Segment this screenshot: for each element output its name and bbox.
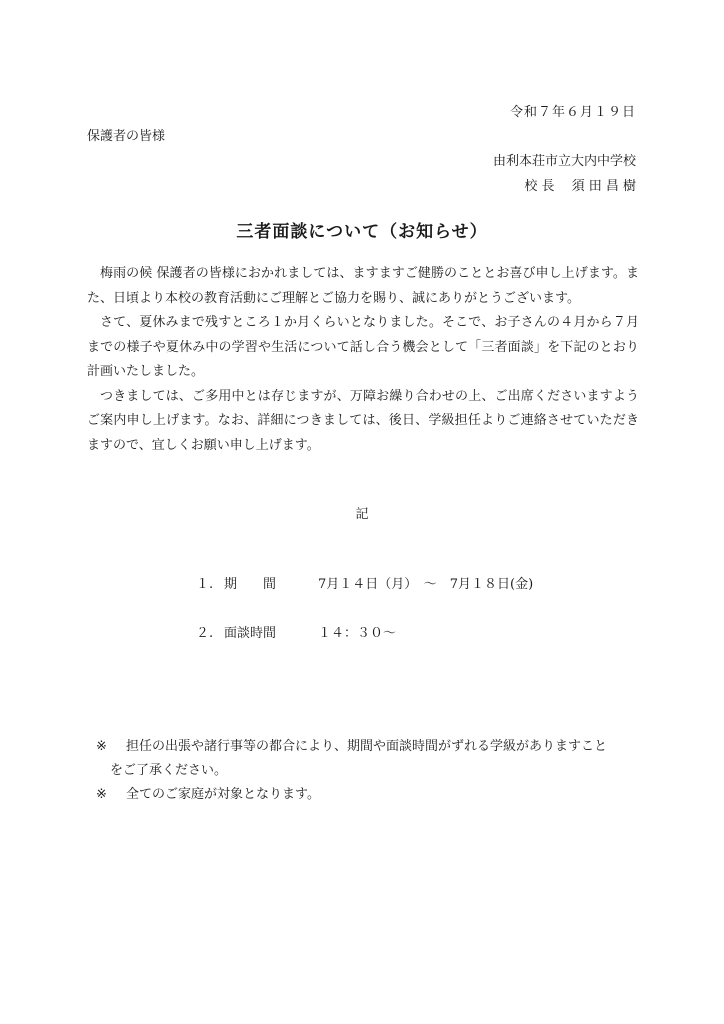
item-number: １. <box>196 577 214 592</box>
note-continuation: をご了承ください。 <box>110 763 228 778</box>
note-text: 全てのご家庭が対象となります。 <box>126 787 320 802</box>
note-mark: ※ <box>96 739 107 754</box>
item-number: ２. <box>196 626 214 641</box>
note-schedule-change <box>96 735 656 759</box>
document-title: 三者面談について（お知らせ） <box>236 222 488 242</box>
recipient: 保護者の皆様 <box>87 129 166 144</box>
item-label: 期 間 <box>224 577 277 592</box>
item-time <box>196 622 396 641</box>
item-value: 7月１４日（月） ～ 7月１８日(金) <box>318 577 534 592</box>
issue-date: 令和７年６月１９日 <box>509 105 636 120</box>
item-label: 面談時間 <box>224 626 277 641</box>
school-name: 由利本荘市立大内中学校 <box>492 154 636 169</box>
item-value: １４：３０～ <box>318 626 397 641</box>
paragraph-greeting: 梅雨の候 保護者の皆様におかれましては、ますますご健勝のこととお喜び申し上げます。また、日頃より本校の教育活動にご理解とご協力を賜り、誠にありがとうございます。 <box>87 266 639 306</box>
body-text <box>87 262 639 458</box>
item-period <box>196 573 533 592</box>
principal-name: 校 長 須 田 昌 樹 <box>524 179 636 194</box>
note-mark: ※ <box>96 787 107 802</box>
ki-heading: 記 <box>355 507 369 522</box>
note-text: 担任の出張や諸行事等の都合により、期間や面談時間がずれる学級がありますこと <box>126 739 608 754</box>
paragraph-request: つきましては、ご多用中とは存じますが、万障お繰り合わせの上、ご出席くださいますようご案内申し上げます。なお、詳細につきましては、後日、学級担任よりご連絡させていただきますので、宜しくお願い申し上げます。 <box>87 388 639 453</box>
note-all-families <box>96 783 656 807</box>
paragraph-announcement: さて、夏休みまで残すところ１か月くらいとなりました。そこで、お子さんの４月から７月までの様子や夏休み中の学習や生活について話し合う機会として「三者面談」を下記のとおり計画いたしました。 <box>87 315 639 379</box>
